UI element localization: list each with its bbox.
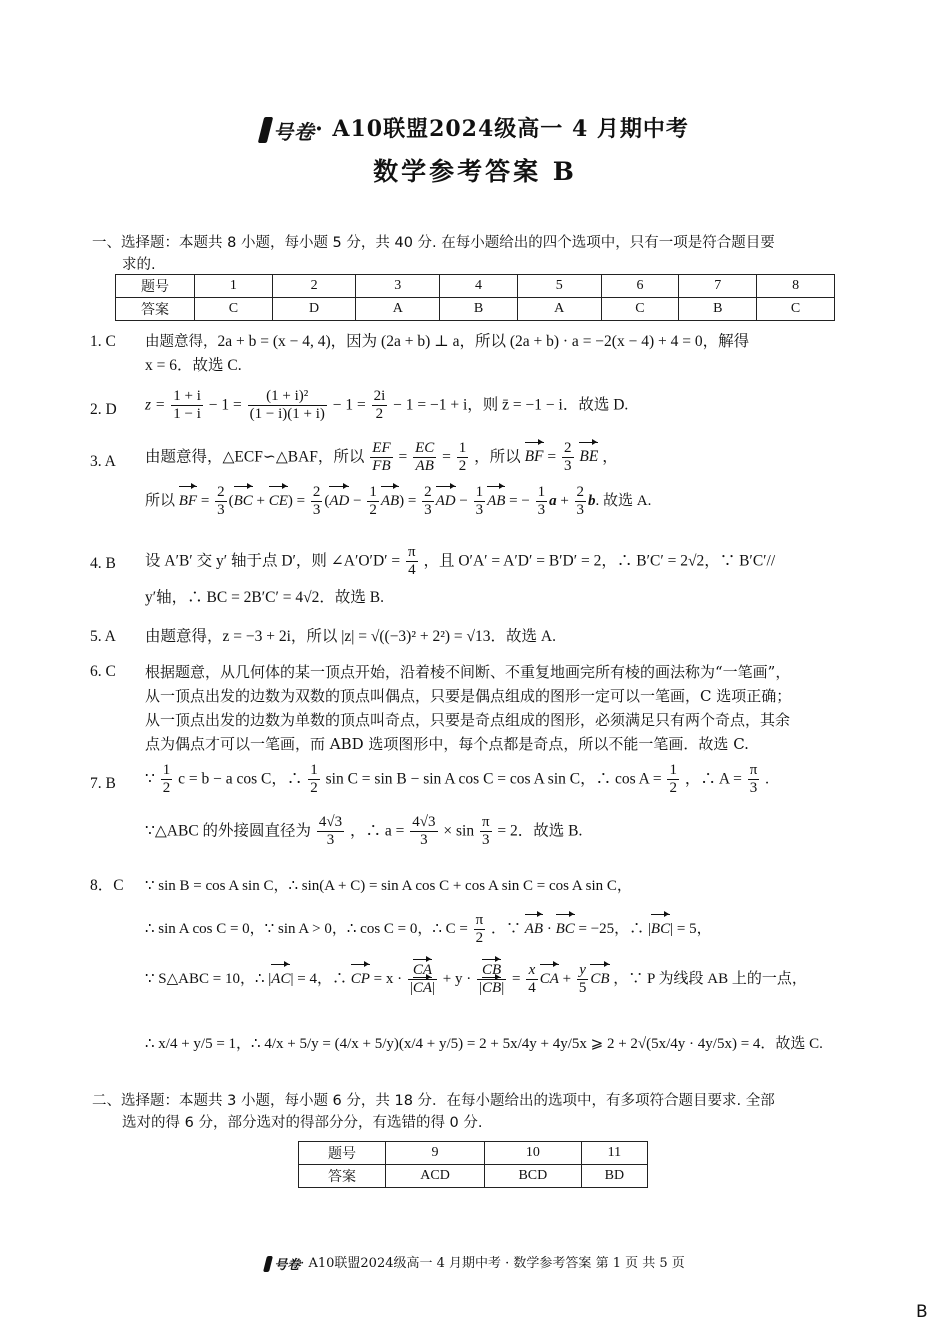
section2-answer-table	[298, 1141, 648, 1188]
section1-answer-table	[115, 274, 835, 321]
brand-logo: 号卷	[261, 116, 315, 145]
solution-5: 5. A 由题意得，z = −3 + 2i，所以 |z| = √((−3)² + 2²) = √13．故选 A.	[90, 628, 556, 645]
solution-3: 3. A 由题意得，△ECF∽△BAF，所以 $\frac{EF}{FB}$ = $\frac{EC}{AB}$ = $\frac{1}{2}$ ，所以 BF = $\frac{2}{3}$ BE ， 所以 BF = $\frac{2}{3}$ (BC + CE) = $\frac{2}{3}$ (AD − $\frac{1}{2}$ AB) = $\frac{2}{3}$ AD − $\frac{1}{3}$ AB = − $\frac{1}{3}$ a + $\frac{2}{3}$ b. 故选 A.	[90, 440, 652, 519]
page-title: 号卷 · A10联盟2024级高一 4 月期中考	[0, 112, 950, 145]
footer-logo: 号卷	[265, 1254, 300, 1273]
solution-1: 1. C 由题意得，2a + b = (x − 4, 4)，因为 (2a + b) ⊥ a，所以 (2a + b) · a = −2(x − 4) + 4 = 0，解得 x = 6．故选 C.	[90, 333, 750, 374]
page-subtitle: 数学参考答案 B	[373, 157, 577, 186]
section2-intro: 二、选择题：本题共 3 小题，每小题 6 分，共 18 分．在每小题给出的选项中，有多项符合题目要求. 全部 选对的得 6 分，部分选对的得部分分，有选错的得 0 分.	[92, 1093, 775, 1131]
solution-2: 2. D z = $\frac{1 + i}{1 - i}$ − 1 = $\frac{\text{(1 + i)²}}{(1 - i)(1 + i)}$ − 1 = $\frac{2i}{2}$ − 1 = −1 + i，则 z̄ = −1 − i．故选 D.	[90, 388, 629, 423]
page-footer: 号卷 · A10联盟2024级高一 4 月期中考 · 数学参考答案 第 1 页 共 5 页	[0, 1252, 950, 1273]
logo-mark-icon	[258, 117, 273, 143]
corner-mark: B	[916, 1302, 928, 1322]
table-row-answers: 答案 C D A B A C B C	[116, 298, 835, 321]
vector-be: BE	[579, 445, 598, 469]
table-row-numbers: 题号 9 10 11	[299, 1142, 648, 1165]
solution-8: 8．C ∵ sin B = cos A sin C，∴ sin(A + C) = sin A cos C + cos A sin C = cos A sin C， ∴ sin A cos C = 0，∵ sin A > 0，∴ cos C = 0，∴ C = $\frac{\pi}{2}$ ．∵ AB · BC = −25，∴ |BC| = 5， ∵ S△ABC = 10，∴ |AC| = 4，∴ CP = x · $\frac{CA}{|CA|}$ + y · $\frac{CB}{|CB|}$ = $\frac{x}{4}$ CA + $\frac{y}{5}$ CB ，∵ P 为线段 AB 上的一点， ∴ x/4 + y/5 = 1，∴ 4/x + 5/y = (4/x + 5/y)(x/4 + y/5) = 2 + 5x/4y + 4y/5x ⩾ 2 + 2√(5x/4y · 4y/5x) = 4．故选 C.	[90, 877, 823, 1052]
section1-intro: 一、选择题：本题共 8 小题，每小题 5 分，共 40 分. 在每小题给出的四个选项中，只有一项是符合题目要 求的.	[92, 235, 775, 273]
vector-bf: BF	[525, 445, 544, 469]
logo-mark-icon	[263, 1256, 273, 1272]
solution-4: 4. B 设 A′B′ 交 y′ 轴于点 D′，则 ∠A′O′D′ = $\frac{\pi}{4}$ ，且 O′A′ = A′D′ = B′D′ = 2，∴ B′C′ = 2√2，∵ B′C′// y′轴，∴ BC = 2B′C′ = 4√2．故选 B.	[90, 544, 776, 606]
solution-6: 6. C 根据题意，从几何体的某一顶点开始，沿着棱不间断、不重复地画完所有棱的画法称为“一笔画”， 从一顶点出发的边数为双数的顶点叫偶点，只要是偶点组成的图形一定可以一笔画，C 选项正确； 从一顶点出发的边数为单数的顶点叫奇点，只要是奇点组成的图形，必须满足只有两个奇点，其余 点为偶点才可以一笔画，而 ABD 选项图形中，每个点都是奇点，所以不能一笔画．故选 C.	[90, 663, 792, 753]
table-row-answers: 答案 ACD BCD BD	[299, 1165, 648, 1188]
table-row-numbers: 题号 1 2 3 4 5 6 7 8	[116, 275, 835, 298]
solution-7: 7. B ∵ $\frac{1}{2}$ c = b − a cos C，∴ $\frac{1}{2}$ sin C = sin B − sin A cos C = cos A sin C，∴ cos A = $\frac{1}{2}$ ，∴ A = $\frac{\pi}{3}$ . ∵△ABC 的外接圆直径为 $\frac{4√3}{3}$ ，∴ a = $\frac{4√3}{3}$ × sin $\frac{\pi}{3}$ = 2．故选 B.	[90, 762, 770, 849]
